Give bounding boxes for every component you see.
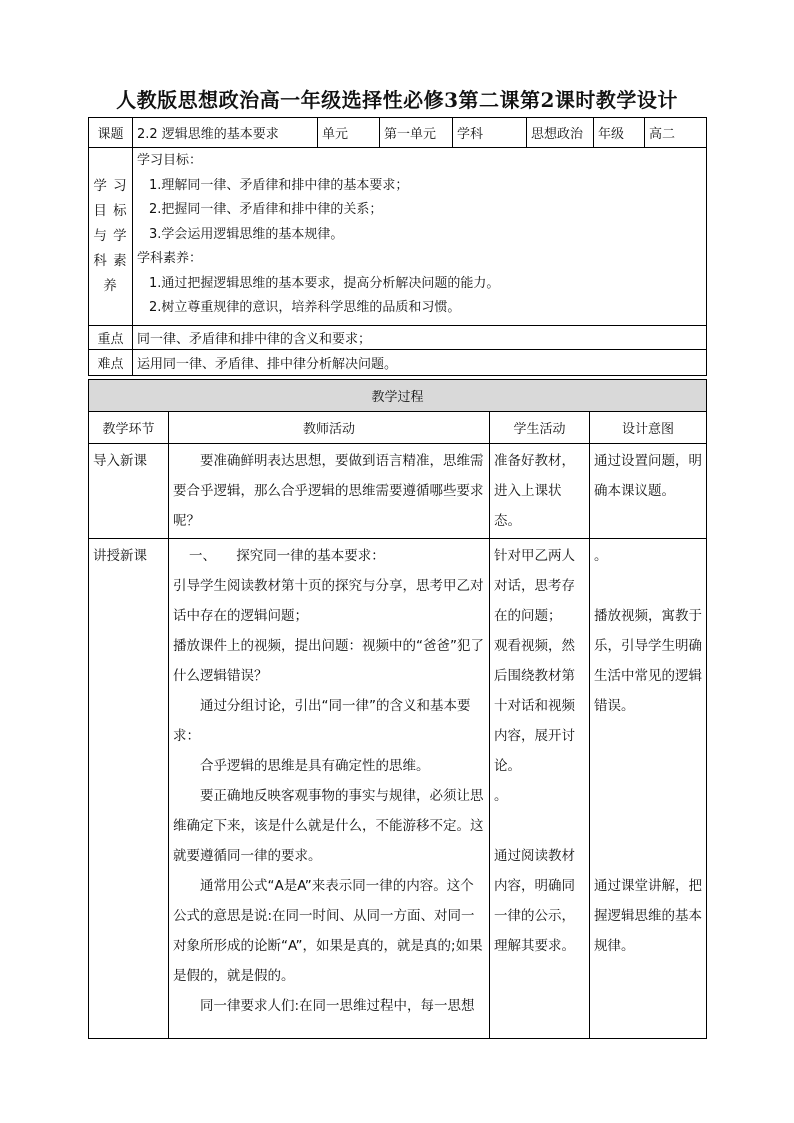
nandian-text: 运用同一律、矛盾律、排中律分析解决问题。 [133,350,707,376]
stage-new: 讲授新课 [89,539,169,1039]
teacher-para: 引导学生阅读教材第十页的探究与分享，思考甲乙对话中存在的逻辑问题； [173,578,484,624]
intent-para: 。 [594,548,608,564]
intent-intro: 通过设置问题，明确本课议题。 [590,444,707,539]
intent-para: 通过课堂讲解，把握逻辑思维的基本规律。 [594,878,702,954]
teacher-para: 同一律要求人们:在同一思维过程中，每一思想 [200,998,475,1014]
nianji-value: 高二 [645,118,707,148]
teacher-new [169,539,490,1039]
objectives-content [133,148,707,326]
teacher-para: 合乎逻辑的思维是具有确定性的思维。 [200,758,430,774]
process-table [88,379,707,1039]
intent-para: 播放视频，寓教于乐，引导学生明确生活中常见的逻辑错误。 [594,608,702,714]
col-header-teacher: 教师活动 [169,412,490,444]
teacher-para: 播放课件上的视频，提出问题：视频中的“爸爸”犯了什么逻辑错误？ [173,638,484,684]
header-table [88,117,707,376]
document-title: 人教版思想政治高一年级选择性必修3第二课第2课时教学设计 [116,88,678,112]
student-new [490,539,590,1039]
objectives-line: 2.把握同一律、矛盾律和排中律的关系； [149,202,383,217]
keti-value: 2.2 逻辑思维的基本要求 [133,118,318,148]
teacher-para: 通过分组讨论，引出“同一律”的含义和基本要求： [173,698,471,744]
danyuan-value: 第一单元 [380,118,453,148]
objectives-line: 学习目标： [137,153,203,168]
student-para: 。 [494,788,508,804]
stage-intro: 导入新课 [89,444,169,539]
process-title: 教学过程 [89,380,707,412]
teacher-para: 一、 探究同一律的基本要求： [189,548,385,564]
xueke-value: 思想政治 [527,118,594,148]
objectives-line: 2.树立尊重规律的意识，培养科学思维的品质和习惯。 [149,300,461,315]
student-intro: 准备好教材，进入上课状态。 [490,444,590,539]
col-header-stage: 教学环节 [89,412,169,444]
teacher-intro [169,444,490,539]
zhongdian-label: 重点 [89,326,133,350]
intent-new [590,539,707,1039]
col-header-student: 学生活动 [490,412,590,444]
teacher-para: 通常用公式“A是A”来表示同一律的内容。这个公式的意思是说:在同一时间、从同一方面、对同一对象所形成的论断“A”，如果是真的，就是真的;如果是假的，就是假的。 [173,878,483,984]
xueke-label: 学科 [453,118,527,148]
nianji-label: 年级 [594,118,645,148]
objectives-line: 3.学会运用逻辑思维的基本规律。 [149,226,344,242]
objectives-line: 学科素养： [137,251,203,266]
objectives-line: 1.通过把握逻辑思维的基本要求，提高分析解决问题的能力。 [149,275,500,291]
danyuan-label: 单元 [318,118,380,148]
objectives-line: 1.理解同一律、矛盾律和排中律的基本要求； [149,177,409,193]
teacher-para: 要正确地反映客观事物的事实与规律，必须让思维确定下来，该是什么就是什么，不能游移不定。这就要遵循同一律的要求。 [173,788,484,864]
student-para: 观看视频，然后围绕教材第十对话和视频内容，展开讨论。 [494,638,575,774]
student-para: 针对甲乙两人对话，思考存在的问题； [494,548,575,624]
teacher-intro-text: 要准确鲜明表达思想，要做到语言精准，思维需要合乎逻辑，那么合乎逻辑的思维需要遵循哪些要求呢？ [173,453,484,529]
objectives-side-label: 学 习 目 标 与 学 科 素 养 [89,148,133,326]
student-para: 通过阅读教材内容，明确同一律的公示，理解其要求。 [494,848,575,954]
col-header-intent: 设计意图 [590,412,707,444]
keti-label: 课题 [89,118,133,148]
nandian-label: 难点 [89,350,133,376]
zhongdian-text: 同一律、矛盾律和排中律的含义和要求； [133,326,707,350]
